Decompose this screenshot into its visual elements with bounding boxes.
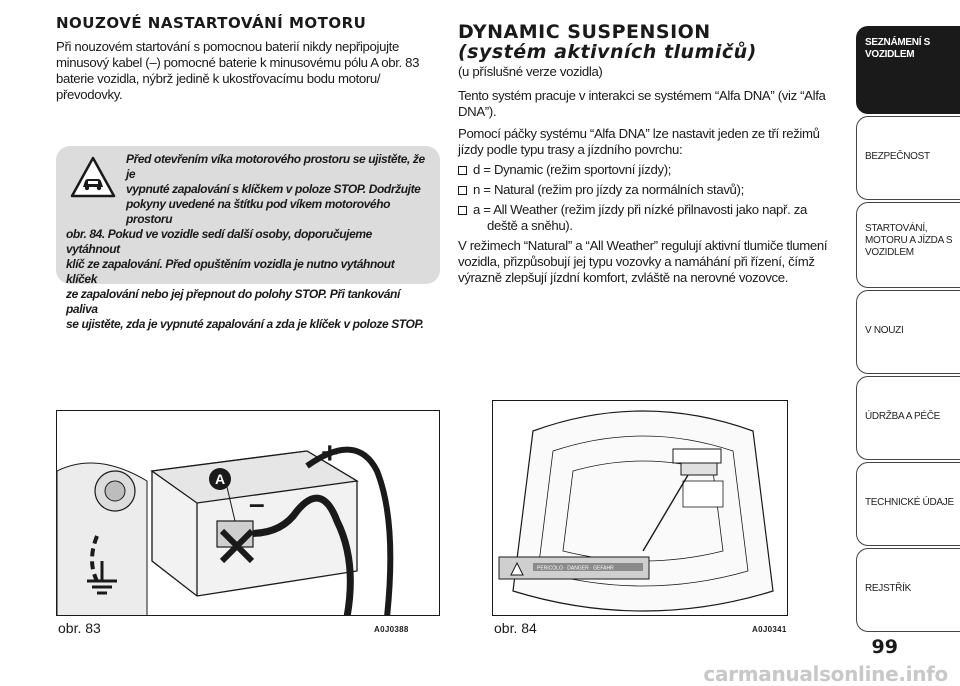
intro-paragraph <box>56 39 440 103</box>
intro-line: převodovky. <box>56 87 123 102</box>
tab-rejstrik[interactable] <box>856 548 960 632</box>
version-note: (u příslušné verze vozidla) <box>458 64 603 79</box>
tab-label-line: TECHNICKÉ ÚDAJE <box>865 497 954 508</box>
left-column <box>56 14 440 103</box>
paragraph-line: V režimech “Natural” a “All Weather” regulují aktivní tlumiče tlumení <box>458 238 828 253</box>
warning-line: pokyny uvedené na štítku pod víkem motorového prostoru <box>126 197 391 226</box>
figure-caption-84: obr. 84 <box>494 620 537 636</box>
warning-text <box>66 152 428 332</box>
figure-caption-83: obr. 83 <box>58 620 101 636</box>
tab-label-line: REJSTŘÍK <box>865 583 911 594</box>
tab-udrzba-a-pece[interactable] <box>856 376 960 460</box>
tab-startovani[interactable] <box>856 202 960 288</box>
checkbox-bullet-icon <box>458 166 467 175</box>
list-item-text <box>473 202 850 234</box>
minus-sign: – <box>249 488 265 519</box>
warning-line: Před otevřením víka motorového prostoru se ujistěte, že je <box>126 152 425 181</box>
intro-line: baterie vozidla, nýbrž jedině k ukostřovacímu bodu motoru/ <box>56 71 381 86</box>
checkbox-bullet-icon <box>458 186 467 195</box>
section-heading-dynamic-suspension: DYNAMIC SUSPENSION <box>458 21 711 43</box>
tab-label-line: MOTORU A JÍZDA S <box>865 235 953 246</box>
list-item <box>458 162 850 178</box>
paragraph-line: vozidla, přizpůsobují jej typu vozovky a namáhání při řízení, čímž <box>458 254 815 269</box>
tab-bezpecnost[interactable] <box>856 116 960 200</box>
tab-label-line: V NOUZI <box>865 325 904 336</box>
warning-line: se ujistěte, zda je vypnuté zapalování a zda je klíček v poloze STOP. <box>66 317 424 331</box>
label-strip-text: PERICOLO · DANGER · GEFAHR <box>537 565 614 572</box>
intro-line: minusový kabel (–) pomocné baterie k minusovému pólu A obr. 83 <box>56 55 420 70</box>
tab-label-line: ÚDRŽBA A PÉČE <box>865 411 941 422</box>
right-column <box>458 22 850 286</box>
warning-line: ze zapalování nebo jej přepnout do polohy STOP. Při tankování paliva <box>66 287 400 316</box>
plus-sign: + <box>321 437 339 470</box>
tab-label-line: SEZNÁMENÍ S <box>865 37 931 48</box>
paragraph-3 <box>458 238 850 286</box>
tab-seznameni-s-vozidlem[interactable] <box>856 26 960 114</box>
list-item <box>458 182 850 198</box>
list-item <box>458 202 850 234</box>
list-item-text: d = Dynamic (režim sportovní jízdy); <box>473 162 672 177</box>
mode-list <box>458 162 850 234</box>
warning-line: obr. 84. Pokud ve vozidle sedí další osoby, doporučujeme vytáhnout <box>66 227 372 256</box>
list-item-line: a = All Weather (režim jízdy při nízké přilnavosti jako např. za <box>473 202 807 217</box>
watermark: carmanualsonline.info <box>703 662 948 686</box>
paragraph-line: Tento systém pracuje v interakci se systémem “Alfa DNA” (viz “Alfa <box>458 88 826 103</box>
figure-label-a: A <box>214 471 226 487</box>
tab-label-line: BEZPEČNOST <box>865 151 930 162</box>
figure-code-84: A0J0341 <box>752 625 787 634</box>
paragraph-line: jízdy podle typu trasy a jízdního povrchu: <box>458 142 683 157</box>
paragraph-2 <box>458 126 850 158</box>
figure-83-battery <box>56 410 440 616</box>
tab-label-line: VOZIDLEM <box>865 247 914 258</box>
figure-84-hood <box>492 400 788 616</box>
intro-line: Při nouzovém startování s pomocnou baterií nikdy nepřipojujte <box>56 39 399 54</box>
tab-technicke-udaje[interactable] <box>856 462 960 546</box>
figure-code-83: A0J0388 <box>374 625 409 634</box>
tab-v-nouzi[interactable] <box>856 290 960 374</box>
list-item-text: n = Natural (režim pro jízdy za normálních stavů); <box>473 182 744 197</box>
tab-label-line: VOZIDLEM <box>865 49 915 60</box>
checkbox-bullet-icon <box>458 206 467 215</box>
warning-car-icon <box>70 156 116 198</box>
paragraph-line: DNA”). <box>458 104 497 119</box>
section-heading-emergency-start: NOUZOVÉ NASTARTOVÁNÍ MOTORU <box>56 14 367 32</box>
tab-label-line: STARTOVÁNÍ, <box>865 223 928 234</box>
page-number: 99 <box>871 636 898 658</box>
battery-jumper-illustration <box>57 411 440 616</box>
warning-line: vypnuté zapalování s klíčkem v poloze STOP. Dodržujte <box>126 182 421 196</box>
paragraph-line: Pomocí páčky systému “Alfa DNA” lze nastavit jeden ze tří režimů <box>458 126 820 141</box>
warning-line: klíč ze zapalování. Před opuštěním vozidla je nutno vytáhnout klíček <box>66 257 395 286</box>
list-item-line: deště a sněhu). <box>487 218 573 233</box>
warning-box <box>56 146 440 331</box>
section-subheading: (systém aktivních tlumičů) <box>458 41 757 63</box>
paragraph-line: výrazně zlepšují jízdní komfort, zvláště na nerovné vozovce. <box>458 270 789 285</box>
hood-label-illustration <box>493 401 788 616</box>
paragraph-1 <box>458 88 850 120</box>
